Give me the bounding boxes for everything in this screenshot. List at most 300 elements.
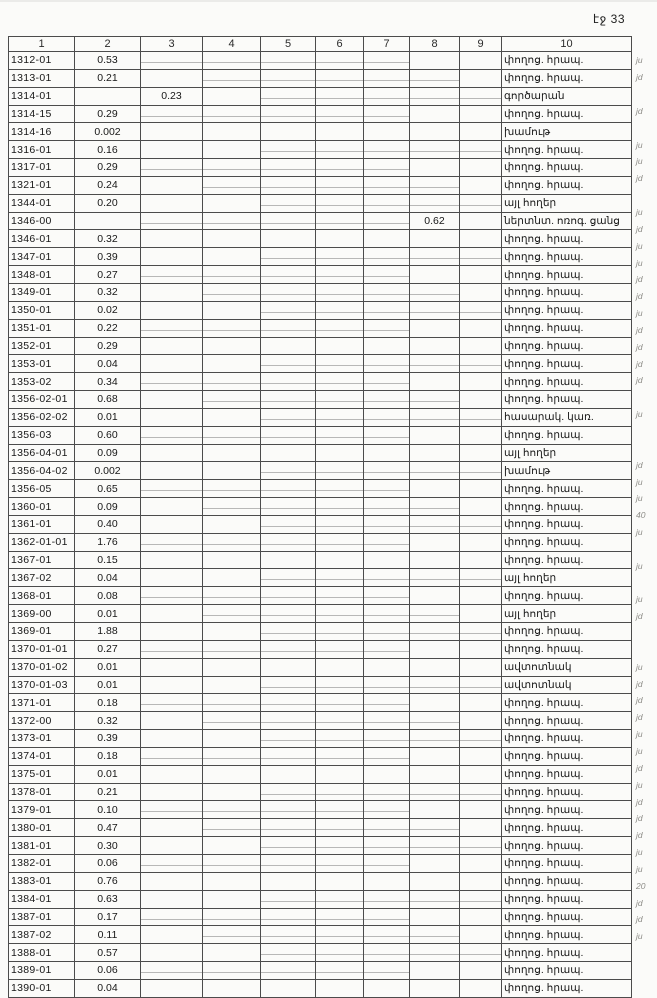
value-cell xyxy=(410,569,460,587)
value-cell: 0.10 xyxy=(75,801,141,819)
value-cell xyxy=(141,355,203,373)
table-row xyxy=(9,408,632,426)
margin-annotation: jd xyxy=(636,914,643,925)
value-cell xyxy=(261,355,316,373)
value-cell xyxy=(364,765,410,783)
column-header: 8 xyxy=(410,37,460,52)
land-use-cell: այլ հողեր xyxy=(502,569,632,587)
margin-annotation xyxy=(636,625,656,642)
land-use-cell: փողոց. հրապ. xyxy=(502,890,632,908)
value-cell xyxy=(364,783,410,801)
table-row xyxy=(9,319,632,337)
value-cell xyxy=(410,373,460,391)
value-cell xyxy=(261,480,316,498)
margin-annotation: ju xyxy=(636,207,643,218)
value-cell xyxy=(261,194,316,212)
value-cell xyxy=(460,908,502,926)
column-header: 7 xyxy=(364,37,410,52)
value-cell xyxy=(316,694,364,712)
margin-annotation: 40 xyxy=(636,510,646,521)
value-cell xyxy=(410,962,460,980)
value-cell xyxy=(460,105,502,123)
value-cell xyxy=(364,872,410,890)
parcel-code-cell: 1387-02 xyxy=(9,926,75,944)
table-row xyxy=(9,283,632,301)
value-cell xyxy=(316,444,364,462)
parcel-code-cell: 1356-02-02 xyxy=(9,408,75,426)
value-cell xyxy=(203,694,261,712)
value-cell: 0.39 xyxy=(75,248,141,266)
value-cell xyxy=(203,623,261,641)
value-cell xyxy=(364,623,410,641)
value-cell xyxy=(203,248,261,266)
land-use-cell: փողոց. հրապ. xyxy=(502,962,632,980)
value-cell xyxy=(460,337,502,355)
value-cell: 0.40 xyxy=(75,515,141,533)
margin-annotation: ju xyxy=(636,779,643,790)
value-cell xyxy=(203,426,261,444)
scan-artifact-edge xyxy=(0,0,657,2)
value-cell: 0.22 xyxy=(75,319,141,337)
value-cell xyxy=(203,962,261,980)
value-cell xyxy=(203,801,261,819)
value-cell xyxy=(364,176,410,194)
value-cell xyxy=(203,391,261,409)
parcel-code-cell: 1356-04-01 xyxy=(9,444,75,462)
table-row xyxy=(9,123,632,141)
value-cell xyxy=(410,52,460,70)
column-header: 6 xyxy=(316,37,364,52)
value-cell xyxy=(364,801,410,819)
value-cell xyxy=(261,890,316,908)
value-cell: 0.21 xyxy=(75,69,141,87)
land-use-cell: փողոց. հրապ. xyxy=(502,480,632,498)
value-cell xyxy=(316,872,364,890)
land-use-cell: ավտոտնակ xyxy=(502,658,632,676)
value-cell xyxy=(460,69,502,87)
value-cell xyxy=(316,819,364,837)
value-cell xyxy=(316,837,364,855)
margin-annotation: jd xyxy=(636,611,643,622)
table-row xyxy=(9,301,632,319)
table-row xyxy=(9,141,632,159)
value-cell xyxy=(203,480,261,498)
value-cell xyxy=(141,105,203,123)
value-cell xyxy=(75,212,141,230)
value-cell: 0.32 xyxy=(75,283,141,301)
value-cell xyxy=(261,979,316,997)
parcel-code-cell: 1314-15 xyxy=(9,105,75,123)
value-cell xyxy=(364,605,410,623)
value-cell xyxy=(261,391,316,409)
value-cell xyxy=(261,141,316,159)
value-cell xyxy=(316,551,364,569)
table-row xyxy=(9,944,632,962)
value-cell xyxy=(203,640,261,658)
value-cell xyxy=(460,444,502,462)
value-cell xyxy=(460,605,502,623)
value-cell xyxy=(364,337,410,355)
value-cell xyxy=(316,801,364,819)
value-cell xyxy=(460,194,502,212)
value-cell xyxy=(460,765,502,783)
value-cell xyxy=(261,676,316,694)
table-row xyxy=(9,623,632,641)
value-cell xyxy=(316,159,364,177)
value-cell: 0.30 xyxy=(75,837,141,855)
parcel-code-cell: 1346-01 xyxy=(9,230,75,248)
value-cell xyxy=(410,765,460,783)
value-cell: 0.06 xyxy=(75,962,141,980)
value-cell xyxy=(261,623,316,641)
land-use-cell: փողոց. հրապ. xyxy=(502,819,632,837)
value-cell xyxy=(203,301,261,319)
value-cell: 0.34 xyxy=(75,373,141,391)
value-cell xyxy=(364,194,410,212)
value-cell xyxy=(460,248,502,266)
margin-annotation xyxy=(636,187,656,204)
value-cell xyxy=(364,658,410,676)
value-cell xyxy=(460,944,502,962)
table-row xyxy=(9,87,632,105)
value-cell xyxy=(316,391,364,409)
value-cell xyxy=(203,69,261,87)
column-header: 4 xyxy=(203,37,261,52)
value-cell xyxy=(410,301,460,319)
land-use-cell: փողոց. հրապ. xyxy=(502,105,632,123)
value-cell xyxy=(261,712,316,730)
parcel-code-cell: 1344-01 xyxy=(9,194,75,212)
value-cell: 0.24 xyxy=(75,176,141,194)
table-row xyxy=(9,194,632,212)
value-cell xyxy=(364,730,410,748)
value-cell xyxy=(261,854,316,872)
table-row xyxy=(9,212,632,230)
table-row xyxy=(9,712,632,730)
value-cell xyxy=(364,587,410,605)
margin-annotation xyxy=(636,540,656,557)
value-cell xyxy=(203,872,261,890)
margin-annotation: ju xyxy=(636,139,643,150)
value-cell xyxy=(460,123,502,141)
table-row xyxy=(9,426,632,444)
column-header: 1 xyxy=(9,37,75,52)
value-cell xyxy=(141,515,203,533)
value-cell xyxy=(203,515,261,533)
value-cell xyxy=(141,676,203,694)
value-cell xyxy=(364,676,410,694)
value-cell xyxy=(261,301,316,319)
value-cell xyxy=(410,926,460,944)
land-use-cell: փողոց. հրապ. xyxy=(502,373,632,391)
value-cell xyxy=(316,533,364,551)
value-cell xyxy=(460,283,502,301)
value-cell xyxy=(316,640,364,658)
land-use-cell: փողոց. հրապ. xyxy=(502,141,632,159)
parcel-code-cell: 1370-01-02 xyxy=(9,658,75,676)
value-cell: 0.01 xyxy=(75,658,141,676)
value-cell: 0.32 xyxy=(75,230,141,248)
value-cell xyxy=(460,890,502,908)
table-row xyxy=(9,480,632,498)
land-use-cell: փողոց. հրապ. xyxy=(502,944,632,962)
value-cell xyxy=(141,176,203,194)
value-cell: 0.18 xyxy=(75,747,141,765)
parcel-code-cell: 1316-01 xyxy=(9,141,75,159)
value-cell xyxy=(261,747,316,765)
value-cell xyxy=(460,533,502,551)
value-cell xyxy=(364,301,410,319)
parcel-code-cell: 1348-01 xyxy=(9,266,75,284)
value-cell xyxy=(261,426,316,444)
value-cell xyxy=(203,355,261,373)
value-cell: 0.04 xyxy=(75,569,141,587)
parcel-code-cell: 1369-00 xyxy=(9,605,75,623)
value-cell xyxy=(261,408,316,426)
value-cell: 0.17 xyxy=(75,908,141,926)
value-cell xyxy=(141,498,203,516)
value-cell xyxy=(410,87,460,105)
value-cell xyxy=(316,765,364,783)
land-use-cell: փողոց. հրապ. xyxy=(502,730,632,748)
value-cell xyxy=(261,266,316,284)
parcel-code-cell: 1351-01 xyxy=(9,319,75,337)
value-cell xyxy=(203,498,261,516)
value-cell xyxy=(410,283,460,301)
value-cell xyxy=(203,944,261,962)
value-cell xyxy=(316,248,364,266)
column-header-row xyxy=(9,37,632,52)
value-cell xyxy=(316,373,364,391)
value-cell xyxy=(141,230,203,248)
table-row xyxy=(9,248,632,266)
value-cell xyxy=(364,962,410,980)
value-cell xyxy=(203,373,261,391)
value-cell xyxy=(364,105,410,123)
value-cell xyxy=(141,605,203,623)
value-cell xyxy=(316,944,364,962)
value-cell xyxy=(261,87,316,105)
value-cell xyxy=(261,337,316,355)
value-cell xyxy=(364,926,410,944)
land-use-cell: փողոց. հրապ. xyxy=(502,319,632,337)
margin-annotation: jd xyxy=(636,695,643,706)
value-cell: 0.11 xyxy=(75,926,141,944)
table-row xyxy=(9,69,632,87)
value-cell: 0.06 xyxy=(75,854,141,872)
value-cell xyxy=(316,962,364,980)
value-cell xyxy=(203,87,261,105)
margin-annotation: ju xyxy=(636,527,643,538)
table-row xyxy=(9,783,632,801)
value-cell xyxy=(410,266,460,284)
parcel-code-cell: 1373-01 xyxy=(9,730,75,748)
parcel-code-cell: 1350-01 xyxy=(9,301,75,319)
margin-annotation: ju xyxy=(636,746,643,757)
value-cell xyxy=(364,890,410,908)
land-use-cell: գործարան xyxy=(502,87,632,105)
table-row xyxy=(9,801,632,819)
value-cell xyxy=(410,694,460,712)
value-cell xyxy=(410,551,460,569)
value-cell xyxy=(460,212,502,230)
value-cell xyxy=(141,837,203,855)
table-row xyxy=(9,105,632,123)
value-cell xyxy=(316,498,364,516)
value-cell: 0.47 xyxy=(75,819,141,837)
value-cell xyxy=(141,926,203,944)
value-cell xyxy=(261,52,316,70)
value-cell: 0.01 xyxy=(75,765,141,783)
value-cell xyxy=(261,908,316,926)
value-cell xyxy=(203,765,261,783)
value-cell xyxy=(316,676,364,694)
value-cell xyxy=(410,783,460,801)
margin-annotation xyxy=(636,642,656,659)
value-cell xyxy=(316,69,364,87)
value-cell xyxy=(261,498,316,516)
value-cell xyxy=(460,391,502,409)
land-use-cell: փողոց. հրապ. xyxy=(502,283,632,301)
land-use-cell: փողոց. հրապ. xyxy=(502,337,632,355)
value-cell: 0.002 xyxy=(75,462,141,480)
parcel-code-cell: 1367-02 xyxy=(9,569,75,587)
value-cell xyxy=(203,926,261,944)
value-cell xyxy=(316,783,364,801)
value-cell xyxy=(410,159,460,177)
value-cell: 0.76 xyxy=(75,872,141,890)
value-cell xyxy=(141,854,203,872)
parcel-code-cell: 1390-01 xyxy=(9,979,75,997)
value-cell xyxy=(364,373,410,391)
value-cell xyxy=(316,230,364,248)
land-use-cell: խամութ xyxy=(502,123,632,141)
parcel-code-cell: 1356-04-02 xyxy=(9,462,75,480)
value-cell: 0.63 xyxy=(75,890,141,908)
land-use-cell: այլ հողեր xyxy=(502,605,632,623)
value-cell xyxy=(261,765,316,783)
value-cell xyxy=(203,337,261,355)
value-cell xyxy=(410,444,460,462)
value-cell xyxy=(203,890,261,908)
value-cell xyxy=(141,391,203,409)
parcel-code-cell: 1381-01 xyxy=(9,837,75,855)
value-cell: 0.29 xyxy=(75,159,141,177)
value-cell: 0.04 xyxy=(75,979,141,997)
value-cell xyxy=(364,569,410,587)
value-cell xyxy=(141,962,203,980)
value-cell: 0.01 xyxy=(75,676,141,694)
value-cell xyxy=(316,569,364,587)
land-use-cell: փողոց. հրապ. xyxy=(502,391,632,409)
value-cell xyxy=(203,194,261,212)
value-cell xyxy=(141,819,203,837)
value-cell xyxy=(316,319,364,337)
value-cell xyxy=(364,747,410,765)
value-cell xyxy=(364,426,410,444)
margin-annotation xyxy=(636,423,656,440)
value-cell xyxy=(203,408,261,426)
value-cell xyxy=(460,373,502,391)
parcel-code-cell: 1383-01 xyxy=(9,872,75,890)
value-cell xyxy=(261,283,316,301)
value-cell: 0.002 xyxy=(75,123,141,141)
value-cell xyxy=(460,819,502,837)
value-cell xyxy=(203,283,261,301)
parcel-code-cell: 1371-01 xyxy=(9,694,75,712)
table-row xyxy=(9,926,632,944)
margin-annotation: ju xyxy=(636,409,643,420)
value-cell xyxy=(203,159,261,177)
margin-annotation: jd xyxy=(636,173,643,184)
value-cell xyxy=(364,319,410,337)
land-use-cell: փողոց. հրապ. xyxy=(502,979,632,997)
margin-annotation: ju xyxy=(636,257,643,268)
value-cell: 1.76 xyxy=(75,533,141,551)
table-row xyxy=(9,498,632,516)
parcel-code-cell: 1314-01 xyxy=(9,87,75,105)
value-cell xyxy=(316,266,364,284)
value-cell xyxy=(203,837,261,855)
value-cell xyxy=(460,854,502,872)
value-cell xyxy=(410,979,460,997)
margin-annotation: jd xyxy=(636,897,643,908)
value-cell xyxy=(141,123,203,141)
land-use-cell: փողոց. հրապ. xyxy=(502,587,632,605)
margin-annotation: jd xyxy=(636,105,643,116)
table-row xyxy=(9,355,632,373)
table-row xyxy=(9,176,632,194)
value-cell: 0.29 xyxy=(75,105,141,123)
value-cell xyxy=(364,837,410,855)
value-cell xyxy=(410,944,460,962)
land-use-cell: ներտնտ. ոռոգ. ցանց xyxy=(502,212,632,230)
margin-annotation xyxy=(636,119,656,136)
value-cell xyxy=(364,283,410,301)
value-cell xyxy=(141,480,203,498)
value-cell xyxy=(261,248,316,266)
value-cell xyxy=(316,658,364,676)
parcel-code-cell: 1379-01 xyxy=(9,801,75,819)
table-row xyxy=(9,605,632,623)
value-cell xyxy=(203,176,261,194)
column-header: 2 xyxy=(75,37,141,52)
margin-annotation: ju xyxy=(636,156,643,167)
value-cell: 0.20 xyxy=(75,194,141,212)
value-cell xyxy=(203,141,261,159)
value-cell xyxy=(316,283,364,301)
value-cell xyxy=(460,230,502,248)
table-row xyxy=(9,515,632,533)
table-row xyxy=(9,159,632,177)
parcel-code-cell: 1375-01 xyxy=(9,765,75,783)
value-cell: 0.09 xyxy=(75,498,141,516)
parcel-code-cell: 1360-01 xyxy=(9,498,75,516)
table-row xyxy=(9,676,632,694)
margin-annotation xyxy=(636,574,656,591)
value-cell xyxy=(141,801,203,819)
margin-annotation: jd xyxy=(636,274,643,285)
land-use-cell: այլ հողեր xyxy=(502,444,632,462)
table-row xyxy=(9,730,632,748)
value-cell xyxy=(141,212,203,230)
value-cell xyxy=(364,87,410,105)
value-cell xyxy=(460,962,502,980)
column-header: 10 xyxy=(502,37,632,52)
value-cell xyxy=(410,854,460,872)
value-cell xyxy=(261,819,316,837)
table-row xyxy=(9,747,632,765)
